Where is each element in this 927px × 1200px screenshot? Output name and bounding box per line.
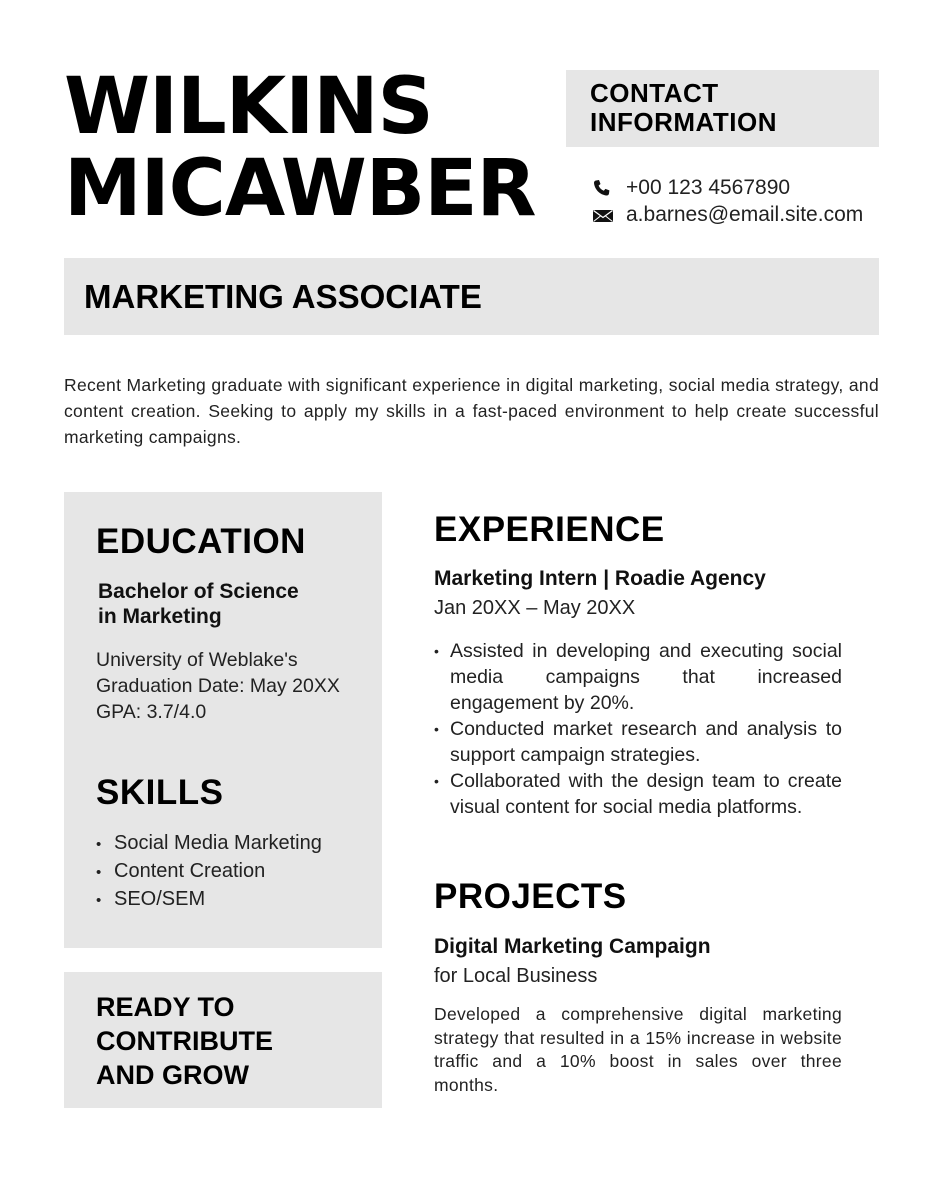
job-title: MARKETING ASSOCIATE	[84, 278, 482, 315]
contact-heading-line1: CONTACT	[590, 78, 719, 108]
skill-item: • Content Creation	[96, 858, 322, 886]
ready-to-contribute-text	[96, 990, 366, 1092]
envelope-icon	[592, 206, 614, 224]
projects-heading: PROJECTS	[434, 877, 627, 916]
ready-line1: READY TO	[96, 992, 235, 1022]
experience-dates: Jan 20XX – May 20XX	[434, 597, 636, 619]
degree-line1: Bachelor of Science	[98, 580, 299, 603]
project-name: Digital Marketing Campaign	[434, 935, 711, 958]
experience-heading: EXPERIENCE	[434, 510, 665, 549]
contact-phone-row	[592, 176, 790, 200]
skill-item: • Social Media Marketing	[96, 830, 322, 858]
education-gpa: GPA: 3.7/4.0	[96, 701, 207, 723]
project-description: Developed a comprehensive digital marketing strategy that resulted in a 15% increase in website traffic and a 10% boost in sales over three months.	[434, 1004, 842, 1095]
contact-phone: +00 123 4567890	[626, 176, 791, 199]
phone-icon	[592, 179, 614, 197]
education-heading: EDUCATION	[96, 522, 306, 561]
experience-bullets	[434, 638, 842, 820]
skill-item: • SEO/SEM	[96, 886, 322, 914]
name-line-last: MICAWBER	[64, 144, 536, 234]
job-title-bar	[64, 258, 879, 335]
contact-email-row	[592, 203, 863, 227]
skills-heading: SKILLS	[96, 773, 224, 812]
experience-role: Marketing Intern | Roadie Agency	[434, 567, 766, 590]
contact-email: a.barnes@email.site.com	[626, 203, 864, 226]
education-degree	[98, 579, 358, 629]
candidate-name	[64, 62, 544, 234]
contact-header-box	[566, 70, 879, 147]
experience-bullet: • Collaborated with the design team to create visual content for social media platforms.	[434, 768, 842, 820]
experience-bullet: • Conducted market research and analysis to support campaign strategies.	[434, 716, 842, 768]
ready-line3: AND GROW	[96, 1060, 249, 1090]
name-line-first: WILKINS	[64, 62, 433, 152]
contact-heading	[590, 79, 777, 137]
project-subtitle: for Local Business	[434, 965, 598, 987]
skills-list	[96, 830, 322, 914]
education-skills-panel	[64, 492, 382, 948]
contact-heading-line2: INFORMATION	[590, 107, 777, 137]
ready-to-contribute-box	[64, 972, 382, 1108]
experience-bullet: • Assisted in developing and executing social media campaigns that increased engagement by 20%.	[434, 638, 842, 716]
education-university: University of Weblake's	[96, 649, 298, 671]
ready-line2: CONTRIBUTE	[96, 1026, 273, 1056]
education-graduation: Graduation Date: May 20XX	[96, 675, 340, 697]
degree-line2: in Marketing	[98, 605, 222, 628]
education-details	[96, 647, 366, 725]
profile-summary: Recent Marketing graduate with significant experience in digital marketing, social media strategy, and content creation. Seeking to apply my skills in a fast-paced environment to help create successful marketing campaigns.	[64, 375, 879, 447]
